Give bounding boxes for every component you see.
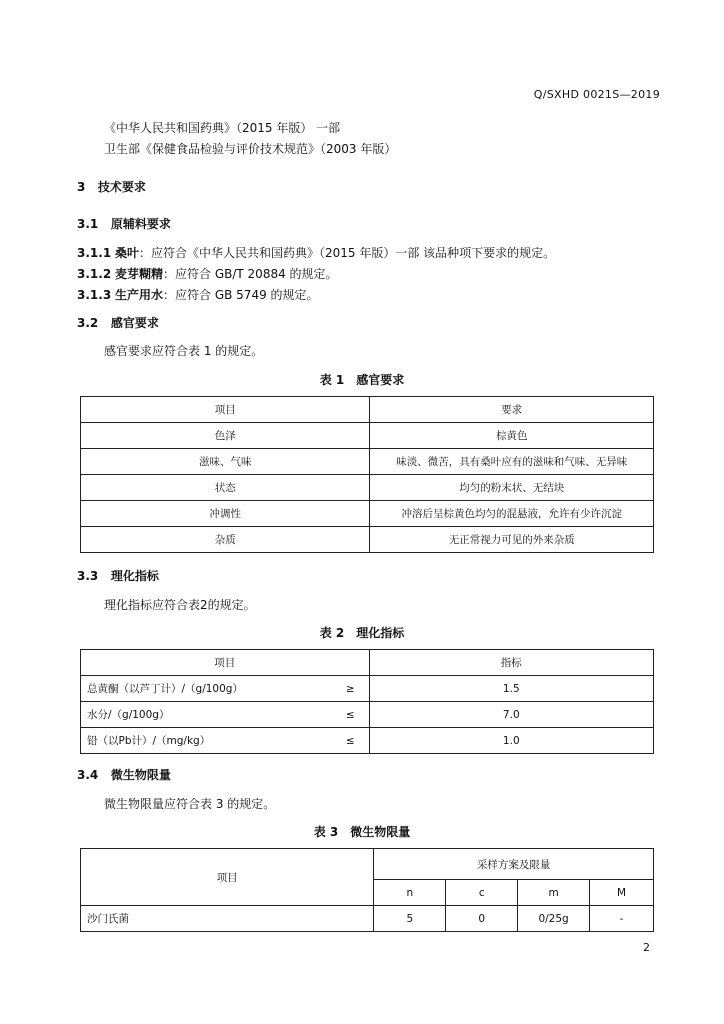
clause-text: ：应符合 GB 5749 的规定。 bbox=[163, 288, 319, 302]
table-header-cell: 项目 bbox=[81, 849, 374, 906]
section-title: 微生物限量 bbox=[110, 768, 171, 782]
section-title: 理化指标 bbox=[110, 569, 159, 583]
operator-cell: ≥ bbox=[332, 676, 369, 702]
sensory-table bbox=[80, 396, 654, 553]
microbial-table bbox=[80, 848, 654, 932]
table-cell: 总黄酮（以芦丁计）/（g/100g） bbox=[81, 676, 333, 702]
section-number: 3 bbox=[77, 180, 86, 194]
table-cell: - bbox=[590, 906, 654, 932]
clause bbox=[77, 265, 338, 282]
table-header-cell: 指标 bbox=[369, 650, 653, 676]
table-cell: 水分/（g/100g） bbox=[81, 702, 333, 728]
table-cell: 杂质 bbox=[81, 527, 370, 553]
section-number: 3.1 bbox=[77, 217, 99, 231]
table-cell: 状态 bbox=[81, 475, 370, 501]
table-row bbox=[81, 906, 654, 932]
table-cell: 味淡、微苦，具有桑叶应有的滋味和气味、无异味 bbox=[370, 449, 654, 475]
table-header-row bbox=[81, 397, 654, 423]
clause bbox=[77, 286, 319, 303]
section-number: 3.3 bbox=[77, 569, 99, 583]
table-row bbox=[81, 702, 654, 728]
table-header-cell: c bbox=[446, 880, 518, 906]
table-cell: 沙门氏菌 bbox=[81, 906, 374, 932]
physicochemical-table bbox=[80, 649, 654, 754]
section-heading bbox=[77, 178, 146, 195]
table-cell: 无正常视力可见的外来杂质 bbox=[370, 527, 654, 553]
table-cell: 7.0 bbox=[369, 702, 653, 728]
table-header-cell: 项目 bbox=[81, 397, 370, 423]
table-header-cell: 项目 bbox=[81, 650, 370, 676]
standard-code: Q/SXHD 0021S—2019 bbox=[533, 88, 660, 101]
table-caption: 表 2 理化指标 bbox=[319, 626, 405, 640]
subsection-heading bbox=[77, 567, 159, 584]
table-row bbox=[81, 423, 654, 449]
table-header-row bbox=[81, 650, 654, 676]
table-header-cell: 采样方案及限量 bbox=[374, 849, 654, 880]
subsection-heading bbox=[77, 314, 159, 331]
table-row bbox=[81, 728, 654, 754]
clause-text: ：应符合 GB/T 20884 的规定。 bbox=[163, 267, 338, 281]
clause bbox=[77, 244, 555, 261]
table-row bbox=[81, 676, 654, 702]
table-cell: 5 bbox=[374, 906, 446, 932]
operator-cell: ≤ bbox=[332, 702, 369, 728]
table-cell: 铅（以Pb计）/（mg/kg） bbox=[81, 728, 333, 754]
reference-line: 《中华人民共和国药典》（2015 年版） 一部 bbox=[104, 121, 341, 135]
clause-term: 麦芽糊精 bbox=[115, 267, 164, 281]
table-row bbox=[81, 475, 654, 501]
table-cell: 0/25g bbox=[518, 906, 590, 932]
table-header-cell: n bbox=[374, 880, 446, 906]
paragraph: 理化指标应符合表2的规定。 bbox=[104, 598, 256, 612]
table-header-cell: m bbox=[518, 880, 590, 906]
table-cell: 0 bbox=[446, 906, 518, 932]
section-title: 感官要求 bbox=[110, 316, 159, 330]
subsection-heading bbox=[77, 215, 171, 232]
table-cell: 滋味、气味 bbox=[81, 449, 370, 475]
page-number: 2 bbox=[643, 941, 650, 954]
table-row bbox=[81, 501, 654, 527]
section-title: 技术要求 bbox=[97, 180, 146, 194]
table-header-row bbox=[81, 849, 654, 880]
operator-cell: ≤ bbox=[332, 728, 369, 754]
table-cell: 冲调性 bbox=[81, 501, 370, 527]
table-header-cell: M bbox=[590, 880, 654, 906]
table-cell: 1.5 bbox=[369, 676, 653, 702]
clause-number: 3.1.3 bbox=[77, 288, 112, 302]
section-number: 3.2 bbox=[77, 316, 99, 330]
table-cell: 均匀的粉末状、无结块 bbox=[370, 475, 654, 501]
clause-term: 生产用水 bbox=[115, 288, 164, 302]
section-title: 原辅料要求 bbox=[110, 217, 171, 231]
section-number: 3.4 bbox=[77, 768, 99, 782]
table-cell: 棕黄色 bbox=[370, 423, 654, 449]
clause-number: 3.1.1 bbox=[77, 246, 112, 260]
clause-number: 3.1.2 bbox=[77, 267, 112, 281]
table-row bbox=[81, 449, 654, 475]
table-cell: 1.0 bbox=[369, 728, 653, 754]
table-row bbox=[81, 527, 654, 553]
reference-line: 卫生部《保健食品检验与评价技术规范》（2003 年版） bbox=[104, 142, 397, 156]
table-cell: 色泽 bbox=[81, 423, 370, 449]
table-header-cell: 要求 bbox=[370, 397, 654, 423]
table-caption: 表 3 微生物限量 bbox=[313, 825, 411, 839]
clause-text: ：应符合《中华人民共和国药典》（2015 年版）一部 该品种项下要求的规定。 bbox=[139, 246, 556, 260]
subsection-heading bbox=[77, 766, 171, 783]
paragraph: 微生物限量应符合表 3 的规定。 bbox=[104, 797, 276, 811]
clause-term: 桑叶 bbox=[115, 246, 140, 260]
paragraph: 感官要求应符合表 1 的规定。 bbox=[104, 344, 264, 358]
table-caption: 表 1 感官要求 bbox=[319, 373, 405, 387]
table-cell: 冲溶后呈棕黄色均匀的混悬液，允许有少许沉淀 bbox=[370, 501, 654, 527]
